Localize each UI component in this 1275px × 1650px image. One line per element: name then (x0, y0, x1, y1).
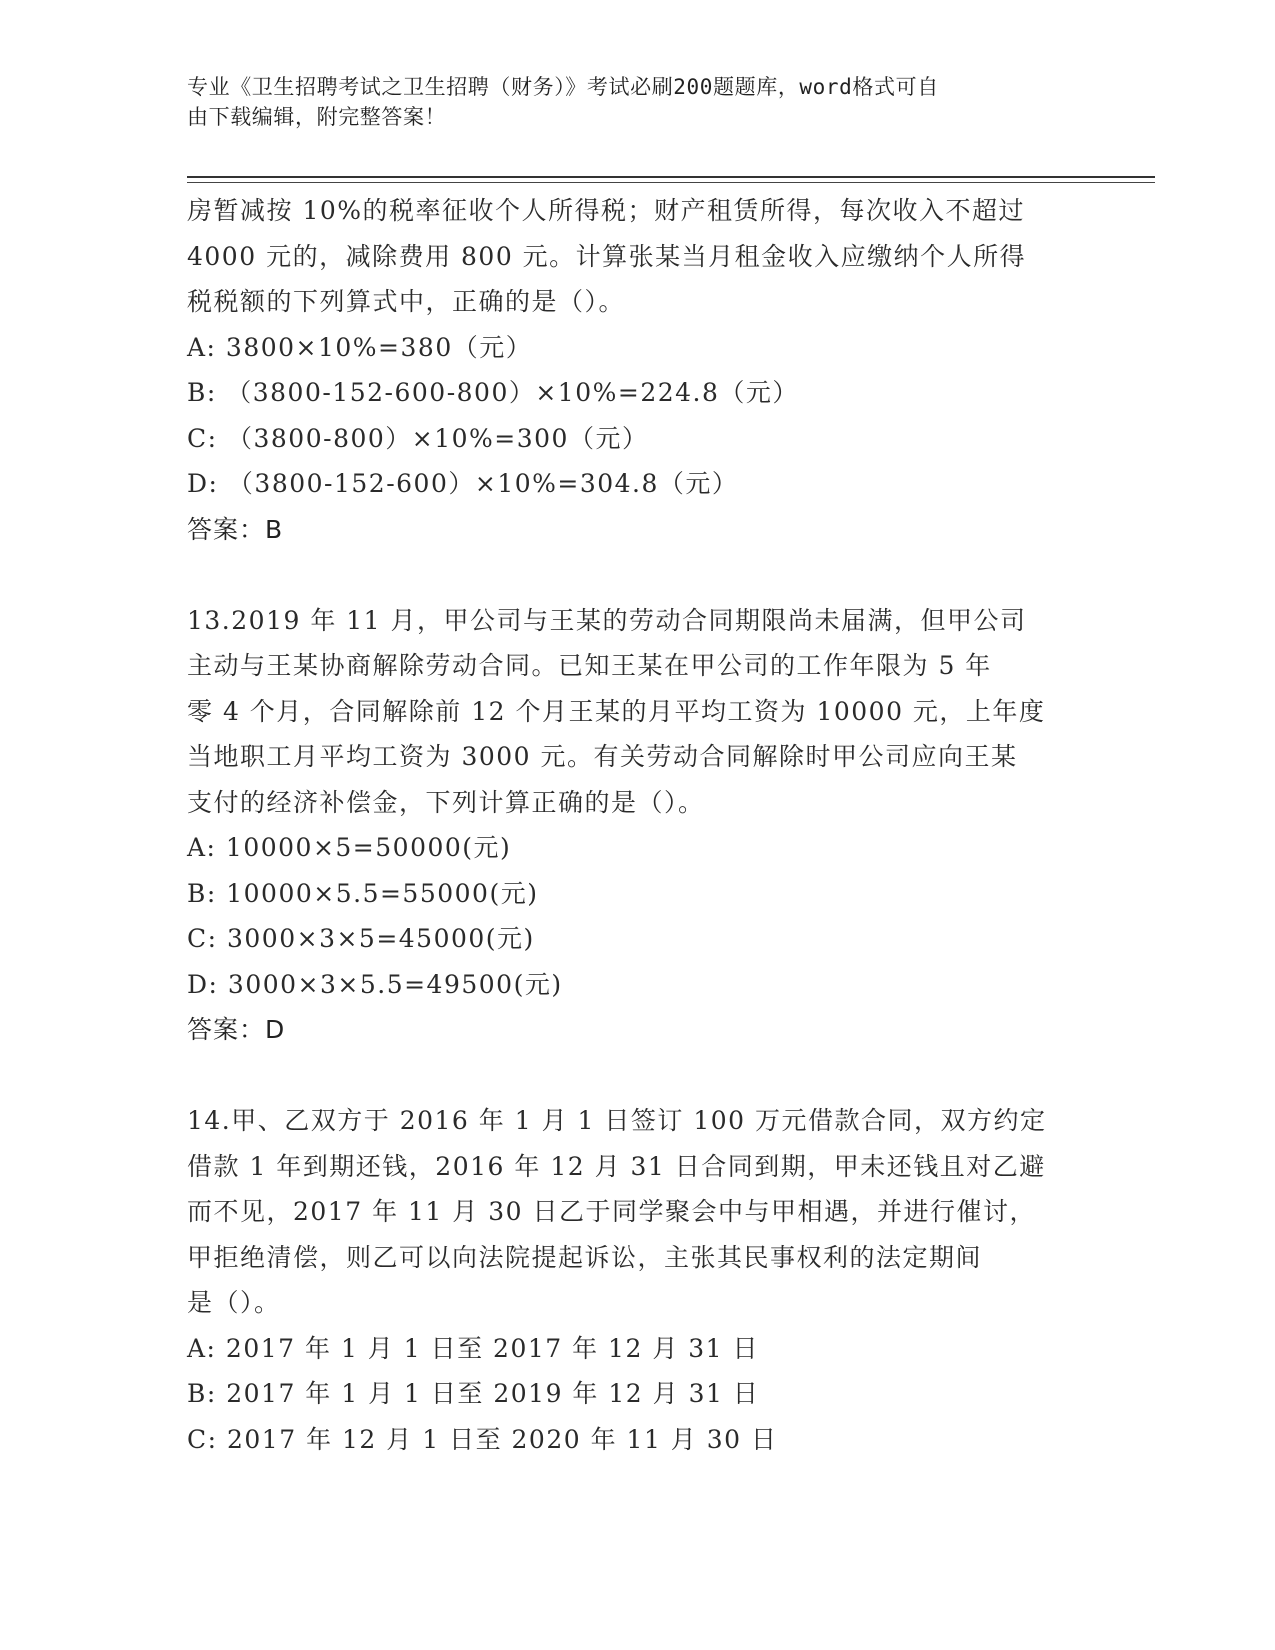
question-stem-line: 房暂减按 10%的税率征收个人所得税；财产租赁所得，每次收入不超过 (187, 196, 1026, 225)
option-a: A: 2017 年 1 月 1 日至 2017 年 12 月 31 日 (187, 1333, 760, 1363)
option-b: B: 2017 年 1 月 1 日至 2019 年 12 月 31 日 (187, 1379, 760, 1408)
question-stem-line: 借款 1 年到期还钱，2016 年 12 月 31 日合同到期，甲未还钱且对乙避 (187, 1151, 1046, 1181)
option-c: C: 2017 年 12 月 1 日至 2020 年 11 月 30 日 (187, 1424, 778, 1454)
header-line-2: 由下载编辑，附完整答案！ (187, 105, 447, 129)
option-d: D: （3800-152-600）×10%=304.8（元） (187, 469, 739, 498)
question-stem-line: 甲拒绝清偿，则乙可以向法院提起诉讼，主张其民事权利的法定期间 (187, 1242, 983, 1272)
option-c: C: 3000×3×5=45000(元) (187, 924, 535, 953)
answer-label: 答案：B (187, 514, 284, 544)
header-rule-thin (187, 182, 1155, 183)
option-c: C: （3800-800）×10%=300（元） (187, 423, 649, 453)
option-d: D: 3000×3×5.5=49500(元) (187, 969, 563, 999)
answer-label: 答案：D (187, 1015, 286, 1044)
option-a: A: 10000×5=50000(元) (187, 833, 512, 862)
option-a: A: 3800×10%=380（元） (187, 332, 533, 362)
document-header (187, 72, 1067, 132)
question-stem-line: 支付的经济补偿金，下列计算正确的是（）。 (187, 787, 705, 817)
question-stem-line: 而不见，2017 年 11 月 30 日乙于同学聚会中与甲相遇，并进行催讨， (187, 1197, 1036, 1226)
question-stem-line: 主动与王某协商解除劳动合同。已知王某在甲公司的工作年限为 5 年 (187, 651, 992, 680)
question-stem-line: 零 4 个月，合同解除前 12 个月王某的月平均工资为 10000 元，上年度 (187, 696, 1046, 726)
question-stem-line: 4000 元的，减除费用 800 元。计算张某当月租金收入应缴纳个人所得 (187, 241, 1027, 271)
document-body (187, 188, 1087, 1462)
option-b: B: 10000×5.5=55000(元) (187, 878, 539, 908)
spacer (187, 1053, 1087, 1099)
question-stem-line: 13.2019 年 11 月，甲公司与王某的劳动合同期限尚未届满，但甲公司 (187, 605, 1027, 635)
question-stem-line: 是（）。 (187, 1288, 281, 1317)
question-stem-line: 税税额的下列算式中，正确的是（）。 (187, 287, 626, 316)
question-14 (187, 1098, 1087, 1462)
header-line-1: 专业《卫生招聘考试之卫生招聘（财务）》考试必刷200题题库，word格式可自 (187, 75, 939, 99)
header-rule-thick (187, 176, 1155, 178)
question-13 (187, 598, 1087, 1053)
question-stem-line: 14.甲、乙双方于 2016 年 1 月 1 日签订 100 万元借款合同，双方约定 (187, 1106, 1047, 1135)
question-stem-line: 当地职工月平均工资为 3000 元。有关劳动合同解除时甲公司应向王某 (187, 742, 1018, 771)
option-b: B: （3800-152-600-800）×10%=224.8（元） (187, 378, 799, 407)
spacer (187, 552, 1087, 598)
question-12 (187, 188, 1087, 552)
